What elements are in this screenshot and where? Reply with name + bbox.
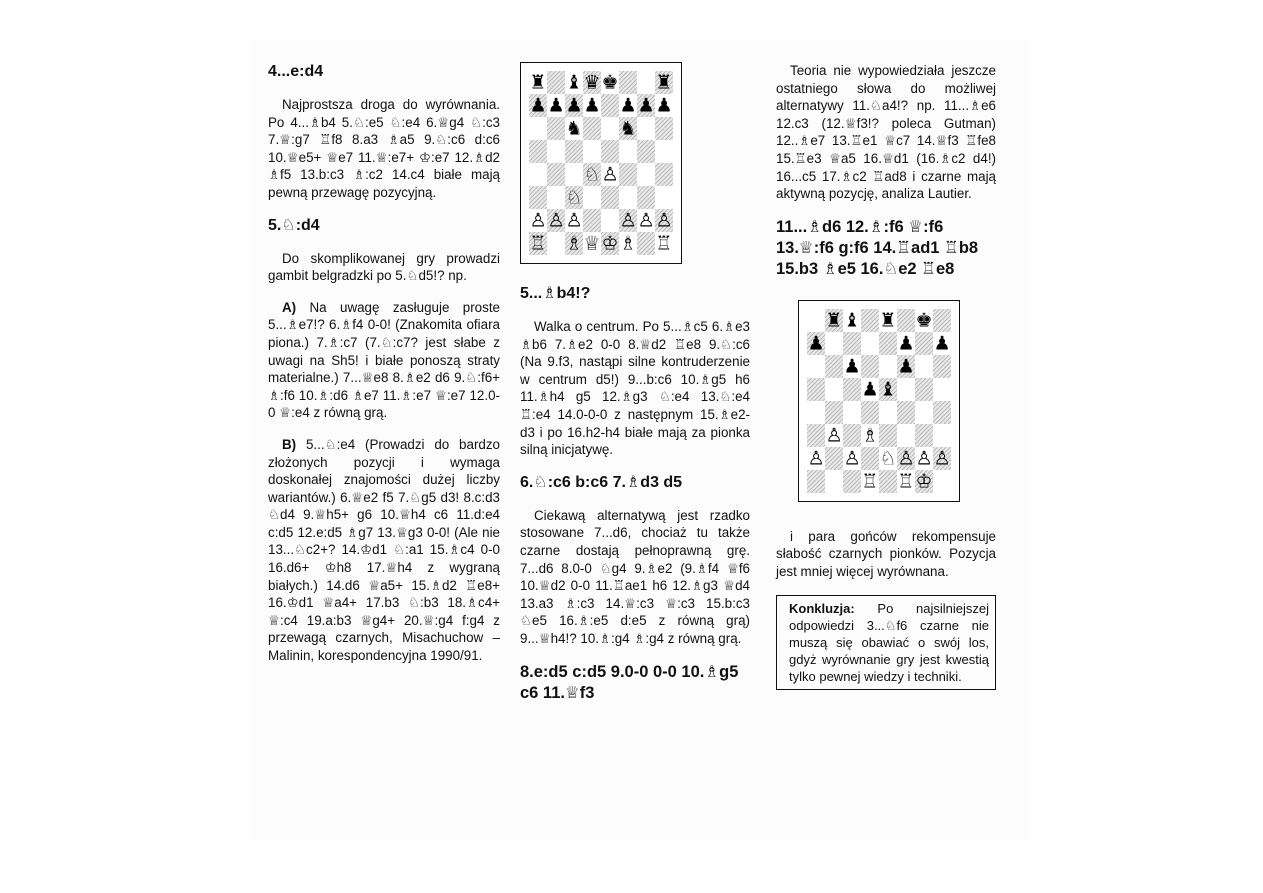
board-square [601,140,619,163]
column-right [776,62,996,690]
variation-b [268,436,500,665]
column-left [268,62,500,679]
board-square [583,209,601,232]
board-square [655,117,673,140]
conclusion-title: Konkluzja: [789,600,855,616]
paragraph: Najprostsza droga do wyrównania. Po 4...♗b4 5.♘:e5 ♘:e4 6.♕g4 ♘:c3 7.♕:g7 ♖f8 8.a3 ♗a5 9.♘:c6 d:c6 10.♕e5+ ♕e7 11.♕:e7+ ♔:e7 12.♗d2 ♗f5 13.b:c3 ♗:c2 14.c4 białe mają pewną przewagę pozycyjną. [268,97,500,200]
chess-piece: ♙ [637,209,655,232]
board-square [933,309,951,332]
board-square [601,209,619,232]
chess-piece: ♟ [933,332,951,355]
chess-piece: ♞ [565,117,583,140]
board-square [879,401,897,424]
chess-piece: ♙ [565,209,583,232]
board-square [807,470,825,493]
chess-piece: ♘ [879,447,897,470]
board-square [843,470,861,493]
variation-label: B) [282,436,297,452]
chess-piece: ♙ [619,209,637,232]
board-square [529,186,547,209]
chess-piece: ♙ [655,209,673,232]
chess-piece: ♟ [619,94,637,117]
board-square [897,378,915,401]
chess-piece: ♞ [619,117,637,140]
board-square [807,355,825,378]
board-square [825,470,843,493]
paragraph: Walka o centrum. Po 5...♗c5 6.♗e3 ♗b6 7.♗e2 0-0 8.♕d2 ♖e8 9.♘:c6 (Na 9.f3, nastąpi silne kontruderzenie w centrum d5!) 9...b:c6 10.♗g5 h6 11.♗h4 g5 12.♗g3 ♘:e4 13.♘:e4 ♖:e4 14.0-0-0 z następnym 15.♗e2-d3 i po 16.h2-h4 białe mają za pionka silną inicjatywę. [520,319,750,458]
board-square [807,378,825,401]
board-square [583,117,601,140]
board-square [843,424,861,447]
board-square [933,401,951,424]
chess-piece: ♗ [861,424,879,447]
board-square [897,424,915,447]
conclusion-text: Po najsilniejszej odpowiedzi 3...♘f6 czarne nie muszą się obawiać o swój los, gdyż wyrównanie gry jest kwestią tylko pewnej wiedzy i techniki. [789,600,989,684]
chess-piece: ♙ [915,447,933,470]
chess-piece: ♔ [915,470,933,493]
paragraph: i para gońców rekompensuje słabość czarnych pionków. Pozycja jest mniej więcej wyrównana. [776,528,996,579]
book-page [250,40,1030,840]
board-square [825,355,843,378]
board-square [933,470,951,493]
board-square [529,117,547,140]
chess-piece: ♙ [897,447,915,470]
board-square [601,117,619,140]
chess-piece: ♗ [565,232,583,255]
move-heading: 6.♘:c6 b:c6 7.♗d3 d5 [520,473,683,491]
chess-piece: ♚ [601,71,619,94]
board-square [879,424,897,447]
chess-board [799,301,959,501]
chess-diagram-1 [520,62,682,264]
chess-piece: ♟ [861,378,879,401]
board-square [547,117,565,140]
board-square [619,71,637,94]
board-square [915,378,933,401]
board-square [637,117,655,140]
chess-piece: ♟ [565,94,583,117]
chess-piece: ♘ [583,163,601,186]
chess-piece: ♖ [897,470,915,493]
board-square [619,186,637,209]
board-square [637,232,655,255]
board-square [565,163,583,186]
board-square [637,163,655,186]
chess-piece: ♖ [529,232,547,255]
chess-piece: ♙ [547,209,565,232]
chess-piece: ♜ [825,309,843,332]
chess-piece: ♟ [529,94,547,117]
board-square [637,186,655,209]
board-square [529,140,547,163]
chess-piece: ♟ [897,355,915,378]
chess-piece: ♜ [879,309,897,332]
chess-piece: ♙ [601,163,619,186]
board-square [637,71,655,94]
chess-piece: ♛ [583,71,601,94]
board-square [619,140,637,163]
board-square [583,140,601,163]
chess-piece: ♘ [565,186,583,209]
board-square [861,447,879,470]
paragraph: Teoria nie wypowiedziała jeszcze ostatniego słowa do możliwej alternatywy 11.♘a4!? np. 11...♗e6 12.c3 (12.♕f3!? poleca Gutman) 12..♗e7 13.♖e1 ♕c7 14.♕f3 ♖fe8 15.♖e3 ♕a5 16.♕d1 (16.♗c2 d4!) 16...c5 17.♗c2 ♖ad8 i czarne mają aktywną pozycję, analiza Lautier. [776,63,996,202]
paragraph: Do skomplikowanej gry prowadzi gambit belgradzki po 5.♘d5!? np. [268,250,500,284]
move-heading: 8.e:d5 c:d5 9.0-0 0-0 10.♗g5 c6 11.♕f3 [520,662,739,702]
chess-piece: ♚ [915,309,933,332]
board-square [637,140,655,163]
board-square [915,424,933,447]
chess-piece: ♝ [565,71,583,94]
chess-piece: ♙ [529,209,547,232]
chess-piece: ♟ [655,94,673,117]
board-square [843,401,861,424]
chess-piece: ♙ [807,447,825,470]
variation-text: 5...♘:e4 (Prowadzi do bardzo złożonych pozycji i wymaga doskonałej znajomości dużej liczby wariantów.) 6.♕e2 f5 7.♘g5 d3! 8.c:d3 ♘d4 9.♕h5+ g6 10.♕h4 c6 11.d:e4 c:d5 12.e:d5 ♗g7 13.♕g3 0-0! (Ale nie 13...♘c2+? 14.♔d1 ♘:a1 15.♗c4 0-0 16.d6+ ♔h8 17.♕h4 z wygraną białych.) 14.d6 ♕a5+ 15.♗d2 ♖e8+ 16.♔d1 ♕a4+ 17.b3 ♘:b3 18.♗c4+ ♕:c4 19.a:b3 ♕g4+ 20.♕:g4 f:g4 z przewagą czarnych, Misachuchow – Malinin, korespondencyjna 1990/91. [268,436,500,664]
chess-piece: ♖ [861,470,879,493]
board-square [861,309,879,332]
board-square [915,401,933,424]
board-square [843,332,861,355]
chess-piece: ♝ [843,309,861,332]
move-heading: 5...♗b4!? [520,285,591,302]
chess-diagram-2 [798,300,960,502]
board-square [547,186,565,209]
chess-piece: ♙ [825,424,843,447]
board-square [933,378,951,401]
chess-piece: ♝ [879,378,897,401]
board-square [897,309,915,332]
variation-text: Na uwagę zasługuje proste 5...♗e7!? 6.♗f4 0-0! (Znakomita ofiara piona.) 7.♗:c7 (7.♘:c7? jest słabe z uwagi na Sh5! i białe ponoszą straty materialne.) 7...♕e8 8.♗e2 d6 9.♘:f6+ ♗:f6 10.♗:d6 ♗e7 11.♗:e7 ♕:e7 12.0-0 ♕:e4 z równą grą. [268,299,500,421]
chess-piece: ♟ [637,94,655,117]
board-square [547,232,565,255]
chess-piece: ♟ [583,94,601,117]
move-heading: 5.♘:d4 [268,216,320,234]
board-square [655,140,673,163]
board-square [825,447,843,470]
board-square [861,355,879,378]
board-square [843,378,861,401]
board-square [583,186,601,209]
board-square [879,332,897,355]
chess-piece: ♖ [655,232,673,255]
variation-a [268,299,500,422]
board-square [861,332,879,355]
board-square [933,424,951,447]
board-square [879,355,897,378]
chess-board [521,63,681,263]
board-square [547,163,565,186]
board-square [915,332,933,355]
board-square [547,71,565,94]
chess-piece: ♟ [843,355,861,378]
paragraph: Ciekawą alternatywą jest rzadko stosowane 7...d6, chociaż tu także czarne dostają pełnoprawną grę. 7...d6 8.0-0 ♘g4 9.♗e2 (9.♗f4 ♕f6 10.♕d2 0-0 11.♖ae1 h6 12.♗g3 ♕d4 13.a3 ♗:c3 14.♕:c3 ♕:c3 15.b:c3 ♘e5 16.♗:e5 d:e5 z równą grą) 9...♕h4!? 10.♗:g4 ♗:g4 z równą grą. [520,507,750,646]
column-middle [520,62,750,718]
chess-piece: ♕ [583,232,601,255]
chess-piece: ♜ [529,71,547,94]
board-square [879,470,897,493]
chess-piece: ♟ [897,332,915,355]
board-square [933,355,951,378]
board-square [619,163,637,186]
board-square [565,140,583,163]
chess-piece: ♙ [843,447,861,470]
board-square [861,401,879,424]
move-heading: 11...♗d6 12.♗:f6 ♕:f6 13.♕:f6 g:f6 14.♖ad1 ♖b8 15.b3 ♗e5 16.♘e2 ♖e8 [776,217,979,278]
chess-piece: ♟ [547,94,565,117]
move-heading: 4...e:d4 [268,63,324,80]
board-square [807,309,825,332]
board-square [601,186,619,209]
chess-piece: ♜ [655,71,673,94]
conclusion-box [776,595,996,690]
board-square [897,401,915,424]
board-square [825,401,843,424]
board-square [655,163,673,186]
board-square [807,424,825,447]
chess-piece: ♗ [619,232,637,255]
variation-label: A) [282,299,297,315]
chess-piece: ♙ [933,447,951,470]
board-square [807,401,825,424]
chess-piece: ♔ [601,232,619,255]
board-square [601,94,619,117]
board-square [529,163,547,186]
board-square [655,186,673,209]
board-square [825,378,843,401]
chess-piece: ♟ [807,332,825,355]
board-square [547,140,565,163]
board-square [915,355,933,378]
board-square [825,332,843,355]
